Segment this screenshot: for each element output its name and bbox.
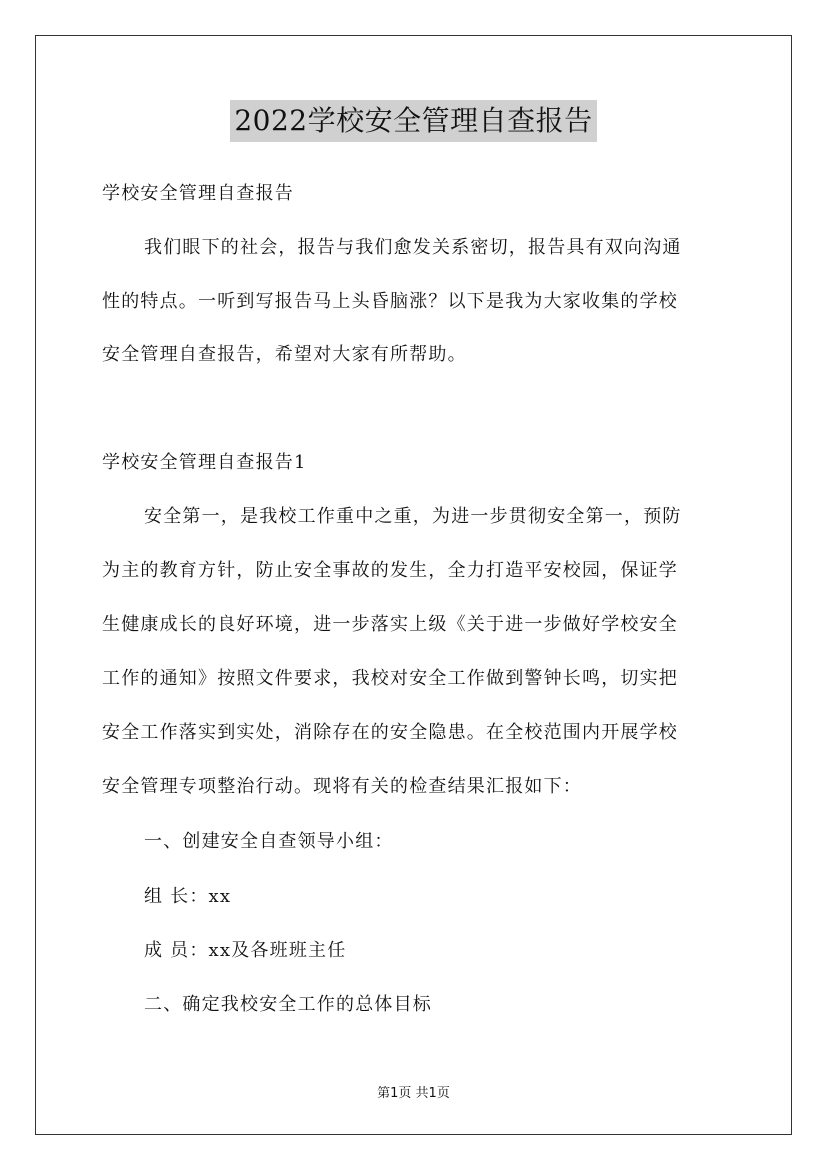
document-title: 2022学校安全管理自查报告 <box>230 100 596 142</box>
subtitle: 学校安全管理自查报告 <box>102 183 294 204</box>
section1-line-5: 安全工作落实到实处，消除存在的安全隐患。在全校范围内开展学校 <box>102 722 678 743</box>
title-container <box>0 100 827 142</box>
section1-line-1: 安全第一，是我校工作重中之重，为进一步贯彻安全第一，预防 <box>144 506 682 527</box>
leader-line: 组 长：xx <box>144 886 232 907</box>
intro-line-3: 安全管理自查报告，希望对大家有所帮助。 <box>102 344 467 365</box>
section1-line-4: 工作的通知》按照文件要求，我校对安全工作做到警钟长鸣，切实把 <box>102 668 678 689</box>
section1-line-2: 为主的教育方针，防止安全事故的发生，全力打造平安校园，保证学 <box>102 560 678 581</box>
section1-line-3: 生健康成长的良好环境，进一步落实上级《关于进一步做好学校安全 <box>102 614 678 635</box>
intro-line-2: 性的特点。一听到写报告马上头昏脑涨？以下是我为大家收集的学校 <box>102 291 678 312</box>
item1-heading: 一、创建安全自查领导小组： <box>144 831 394 852</box>
page-number-footer: 第1页 共1页 <box>377 1086 450 1101</box>
item2-heading: 二、确定我校安全工作的总体目标 <box>144 994 432 1015</box>
section1-heading: 学校安全管理自查报告1 <box>102 452 307 473</box>
section1-line-6: 安全管理专项整治行动。现将有关的检查结果汇报如下： <box>102 776 582 797</box>
intro-line-1: 我们眼下的社会，报告与我们愈发关系密切，报告具有双向沟通 <box>144 237 682 258</box>
members-line: 成 员：xx及各班班主任 <box>144 940 347 961</box>
